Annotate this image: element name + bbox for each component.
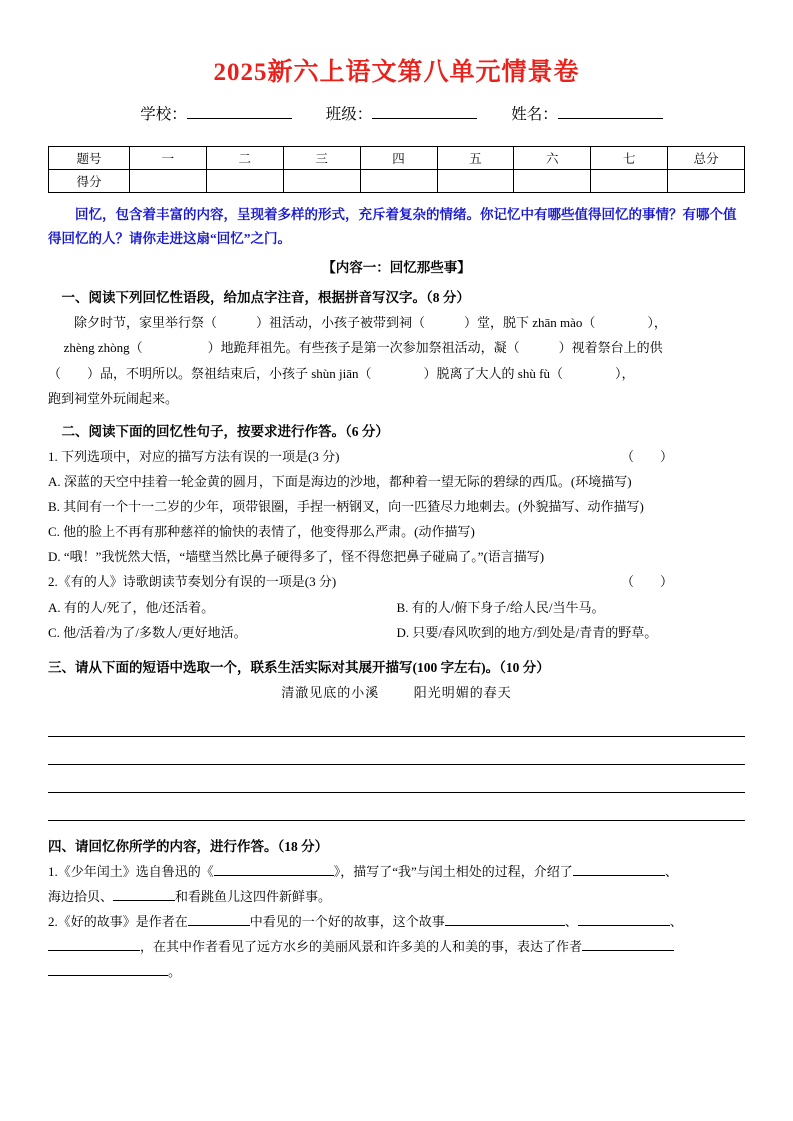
- q4-item2-part-c: 、: [564, 914, 578, 929]
- question-2-item-2: [48, 570, 745, 593]
- question-2-item-2-text: 2.《有的人》诗歌朗读节奏划分有误的一项是(3 分): [48, 574, 337, 590]
- q4-item1-blank-1[interactable]: [214, 862, 334, 876]
- q4-item1-part-d: 海边拾贝、: [48, 888, 114, 904]
- table-row-scores: [49, 170, 745, 193]
- question-1-heading: 一、阅读下列回忆性语段，给加点字注音，根据拼音写汉字。（8 分）: [61, 290, 470, 306]
- question-4-item-2-cont: [48, 935, 745, 958]
- question-4-heading: 四、请回忆你所学的内容，进行作答。（18 分）: [48, 838, 329, 854]
- score-cell-6[interactable]: [514, 170, 591, 193]
- question-1-line-2: zhèng zhòng（ ）地跪拜祖先。有些孩子是第一次参加祭祖活动，凝（ ）视着祭台上的供: [63, 340, 663, 356]
- score-col-6: 六: [514, 147, 591, 170]
- q4-item2-blank-3[interactable]: [578, 912, 670, 926]
- q4-item1-blank-3[interactable]: [113, 887, 175, 901]
- question-4-item-2: [48, 910, 745, 933]
- row-label-question: 题号: [49, 147, 130, 170]
- field-name-label: 姓名：: [511, 106, 558, 123]
- score-col-2: 二: [206, 147, 283, 170]
- question-3-choices: [48, 682, 745, 701]
- question-2-item-1-answer-box[interactable]: （ ）: [620, 448, 673, 464]
- q4-item1-blank-2[interactable]: [573, 862, 665, 876]
- q4-item2-blank-5[interactable]: [582, 937, 674, 951]
- table-row-question-numbers: [49, 147, 745, 170]
- q4-item2-part-c2: 、: [669, 914, 683, 929]
- field-school-blank[interactable]: [187, 103, 292, 119]
- score-col-4: 四: [360, 147, 437, 170]
- score-cell-4[interactable]: [360, 170, 437, 193]
- score-cell-7[interactable]: [591, 170, 668, 193]
- q4-item2-part-d: ，在其中作者看见了远方水乡的美丽风景和许多美的人和美的事，表达了作者: [140, 939, 583, 955]
- intro-paragraph: 回忆，包含着丰富的内容，呈现着多样的形式，充斥着复杂的情绪。你记忆中有哪些值得回忆的事情？有哪个值得回忆的人？请你走进这扇“回忆”之门。: [48, 207, 737, 246]
- score-col-1: 一: [130, 147, 207, 170]
- q4-item2-part-b: 中看见的一个好的故事，这个故事: [249, 914, 445, 929]
- row-label-score: 得分: [49, 170, 130, 193]
- field-name: [511, 102, 663, 124]
- question-3-heading: 三、请从下面的短语中选取一个，联系生活实际对其展开描写(100 字左右)。（10 分）: [48, 659, 550, 675]
- option-d2[interactable]: D. 只要/春风吹到的地方/到处是/青青的野草。: [396, 624, 658, 640]
- page-title: 2025新六上语文第八单元情景卷: [213, 59, 580, 86]
- answer-line[interactable]: [48, 737, 745, 765]
- question-3-answer-lines[interactable]: [48, 709, 745, 821]
- answer-line[interactable]: [48, 709, 745, 737]
- answer-line[interactable]: [48, 793, 745, 821]
- option-a[interactable]: A. 深蓝的天空中挂着一轮金黄的圆月，下面是海边的沙地，都种着一望无际的碧绿的西瓜。(环境描写): [48, 473, 632, 489]
- q4-item2-blank-6[interactable]: [48, 962, 168, 976]
- q4-item2-blank-1[interactable]: [188, 912, 250, 926]
- option-a2[interactable]: A. 有的人/死了，他/还活着。: [48, 599, 215, 615]
- q4-item1-part-c: 、: [664, 863, 678, 879]
- option-b2[interactable]: B. 有的人/俯下身子/给人民/当牛马。: [396, 599, 605, 615]
- option-b[interactable]: B. 其间有一个十一二岁的少年，项带银圈，手捏一柄钢叉，向一匹猹尽力地刺去。(外貌描写、动作描写): [48, 499, 644, 514]
- field-class: [326, 102, 478, 124]
- option-row-ab: [48, 596, 745, 621]
- question-4-item-2-cont2: [48, 960, 745, 983]
- q4-item2-blank-4[interactable]: [48, 937, 140, 951]
- choice-1[interactable]: 清澈见底的小溪: [281, 684, 380, 700]
- score-col-total: 总分: [668, 147, 745, 170]
- score-cell-5[interactable]: [437, 170, 514, 193]
- question-2-options-1: [48, 470, 745, 569]
- question-2-heading: 二、阅读下面的回忆性句子，按要求进行作答。（6 分）: [61, 423, 389, 439]
- q4-item1-part-e: 和看跳鱼儿这四件新鲜事。: [175, 888, 332, 904]
- score-col-3: 三: [283, 147, 360, 170]
- question-2-options-2: [48, 596, 745, 646]
- q4-item1-part-b: 》，描写了“我”与闰土相处的过程，介绍了: [333, 863, 573, 879]
- choice-2[interactable]: 阳光明媚的春天: [413, 684, 512, 700]
- question-1-line-3: （ ）品，不明所以。祭祖结束后，小孩子 shùn jiān（ ）脱离了大人的 shù fù（ ），: [48, 365, 635, 381]
- question-2-item-1-text: 1. 下列选项中，对应的描写方法有误的一项是(3 分): [48, 448, 340, 464]
- q4-item2-part-e: 。: [168, 964, 182, 980]
- question-1-line-4: 跑到祠堂外玩闹起来。: [48, 390, 179, 406]
- question-4-item-1-cont: [48, 885, 745, 908]
- score-cell-1[interactable]: [130, 170, 207, 193]
- q4-item2-blank-2[interactable]: [445, 912, 565, 926]
- section-one-title: 【内容一：回忆那些事】: [322, 260, 471, 276]
- option-row-cd: [48, 621, 745, 646]
- field-name-blank[interactable]: [558, 103, 663, 119]
- field-school: [140, 102, 292, 124]
- field-class-blank[interactable]: [372, 103, 477, 119]
- q4-item1-part-a: 1.《少年闰土》选自鲁迅的《: [48, 863, 214, 879]
- option-d[interactable]: D. “哦！”我恍然大悟，“墙壁当然比鼻子硬得多了，怪不得您把鼻子碰扁了。”(语言描写): [48, 549, 545, 565]
- score-col-5: 五: [437, 147, 514, 170]
- score-cell-3[interactable]: [283, 170, 360, 193]
- question-2-item-1: [48, 445, 745, 468]
- score-cell-2[interactable]: [206, 170, 283, 193]
- question-1-line-1: 除夕时节，家里举行祭（ ）祖活动，小孩子被带到祠（ ）堂，脱下 zhān mào（ ），: [74, 315, 667, 331]
- question-4-item-1: [48, 860, 745, 883]
- option-c2[interactable]: C. 他/活着/为了/多数人/更好地活。: [48, 624, 247, 640]
- score-col-7: 七: [591, 147, 668, 170]
- answer-line[interactable]: [48, 765, 745, 793]
- score-table: [48, 146, 745, 193]
- option-c[interactable]: C. 他的脸上不再有那种慈祥的愉快的表情了，他变得那么严肃。(动作描写): [48, 524, 475, 540]
- identity-line: [48, 102, 745, 124]
- field-class-label: 班级：: [325, 106, 373, 123]
- field-school-label: 学校：: [140, 106, 187, 123]
- question-2-item-2-answer-box[interactable]: （ ）: [620, 574, 673, 590]
- score-cell-total[interactable]: [668, 170, 745, 193]
- q4-item2-part-a: 2.《好的故事》是作者在: [48, 914, 188, 929]
